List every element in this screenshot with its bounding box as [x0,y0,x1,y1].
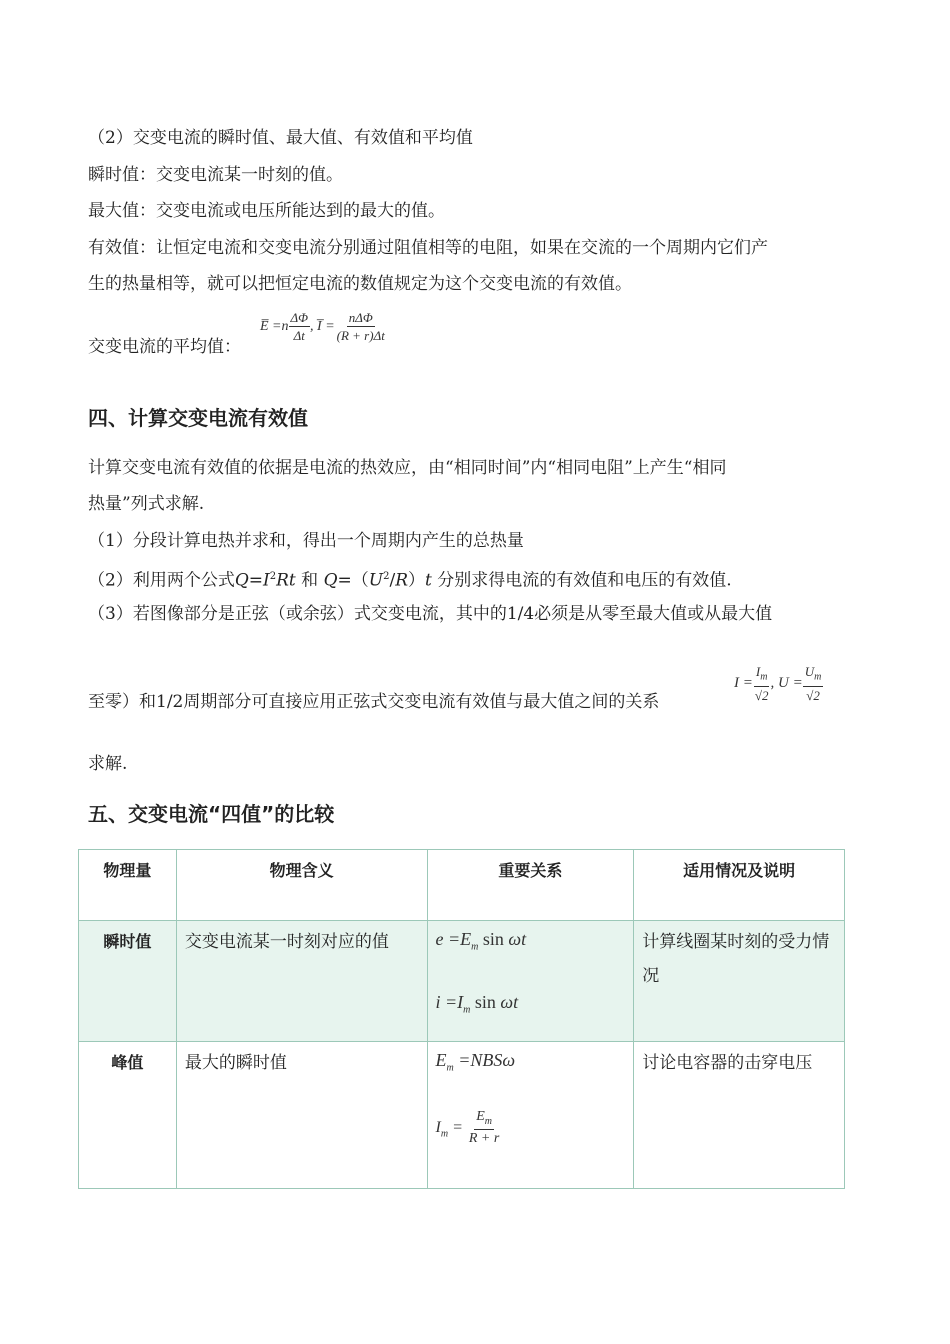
row-note: 讨论电容器的击穿电压 [634,1042,845,1189]
text-line: 求解. [88,754,128,774]
text-line: 热量”列式求解. [88,494,205,514]
table-header-cell: 物理量 [79,850,177,921]
row-note: 计算线圈某时刻的受力情况 [634,921,845,1042]
section-heading: 五、交变电流“四值”的比较 [88,802,335,826]
text-line: （1）分段计算电热并求和，得出一个周期内产生的总热量 [88,531,524,551]
text-line: 瞬时值：交变电流某一时刻的值。 [88,165,343,185]
table-header-cell: 重要关系 [427,850,634,921]
text-line: 交变电流的平均值： [88,337,241,357]
text-line: 至零）和1/2周期部分可直接应用正弦式交变电流有效值与最大值之间的关系 [88,692,660,712]
section-heading: 四、计算交变电流有效值 [88,406,308,430]
average-value-formula: E̅ =n $\frac{\Delta\Phi}{\Delta t}$ , I̅ = $\frac{\text{nΔΦ}}{(R + r)\Delta t}$ [260,310,385,343]
text-line: 有效值：让恒定电流和交变电流分别通过阻值相等的电阻，如果在交流的一个周期内它们产 [88,238,768,258]
table-row [79,921,845,1042]
row-meaning: 交变电流某一时刻对应的值 [176,921,427,1042]
effective-value-formula: I = $\frac{I_m}{√2}$ , U = $\frac{U_m}{√2}$ [734,664,822,703]
text-line: （2）利用两个公式$Q=I^2Rt$ 和 $Q=(U^2/R)t$ 分别求得电流的有效值和电压的有效值. [88,570,732,591]
row-formula: $e =E_m$ sin ωt $i =I_m$ sin ωt [427,921,634,1042]
text-line: 最大值：交变电流或电压所能达到的最大的值。 [88,201,445,221]
row-name: 瞬时值 [79,921,177,1042]
table-header-cell: 适用情况及说明 [634,850,845,921]
row-name: 峰值 [79,1042,177,1189]
table-row [79,1042,845,1189]
text-line: （3）若图像部分是正弦（或余弦）式交变电流，其中的1/4必须是从零至最大值或从最大值 [88,604,773,624]
text-line: 生的热量相等，就可以把恒定电流的数值规定为这个交变电流的有效值。 [88,274,632,294]
text-line: 计算交变电流有效值的依据是电流的热效应，由“相同时间”内“相同电阻”上产生“相同 [88,458,727,478]
table-header-cell: 物理含义 [176,850,427,921]
table-header-row [79,850,845,921]
text-line: （2）交变电流的瞬时值、最大值、有效值和平均值 [88,128,473,148]
row-meaning: 最大的瞬时值 [176,1042,427,1189]
four-values-table [78,849,845,1189]
row-formula: $E_m =NBS\omega$ $I_m$ = $\frac{E_m}{R + r}$ [427,1042,634,1189]
